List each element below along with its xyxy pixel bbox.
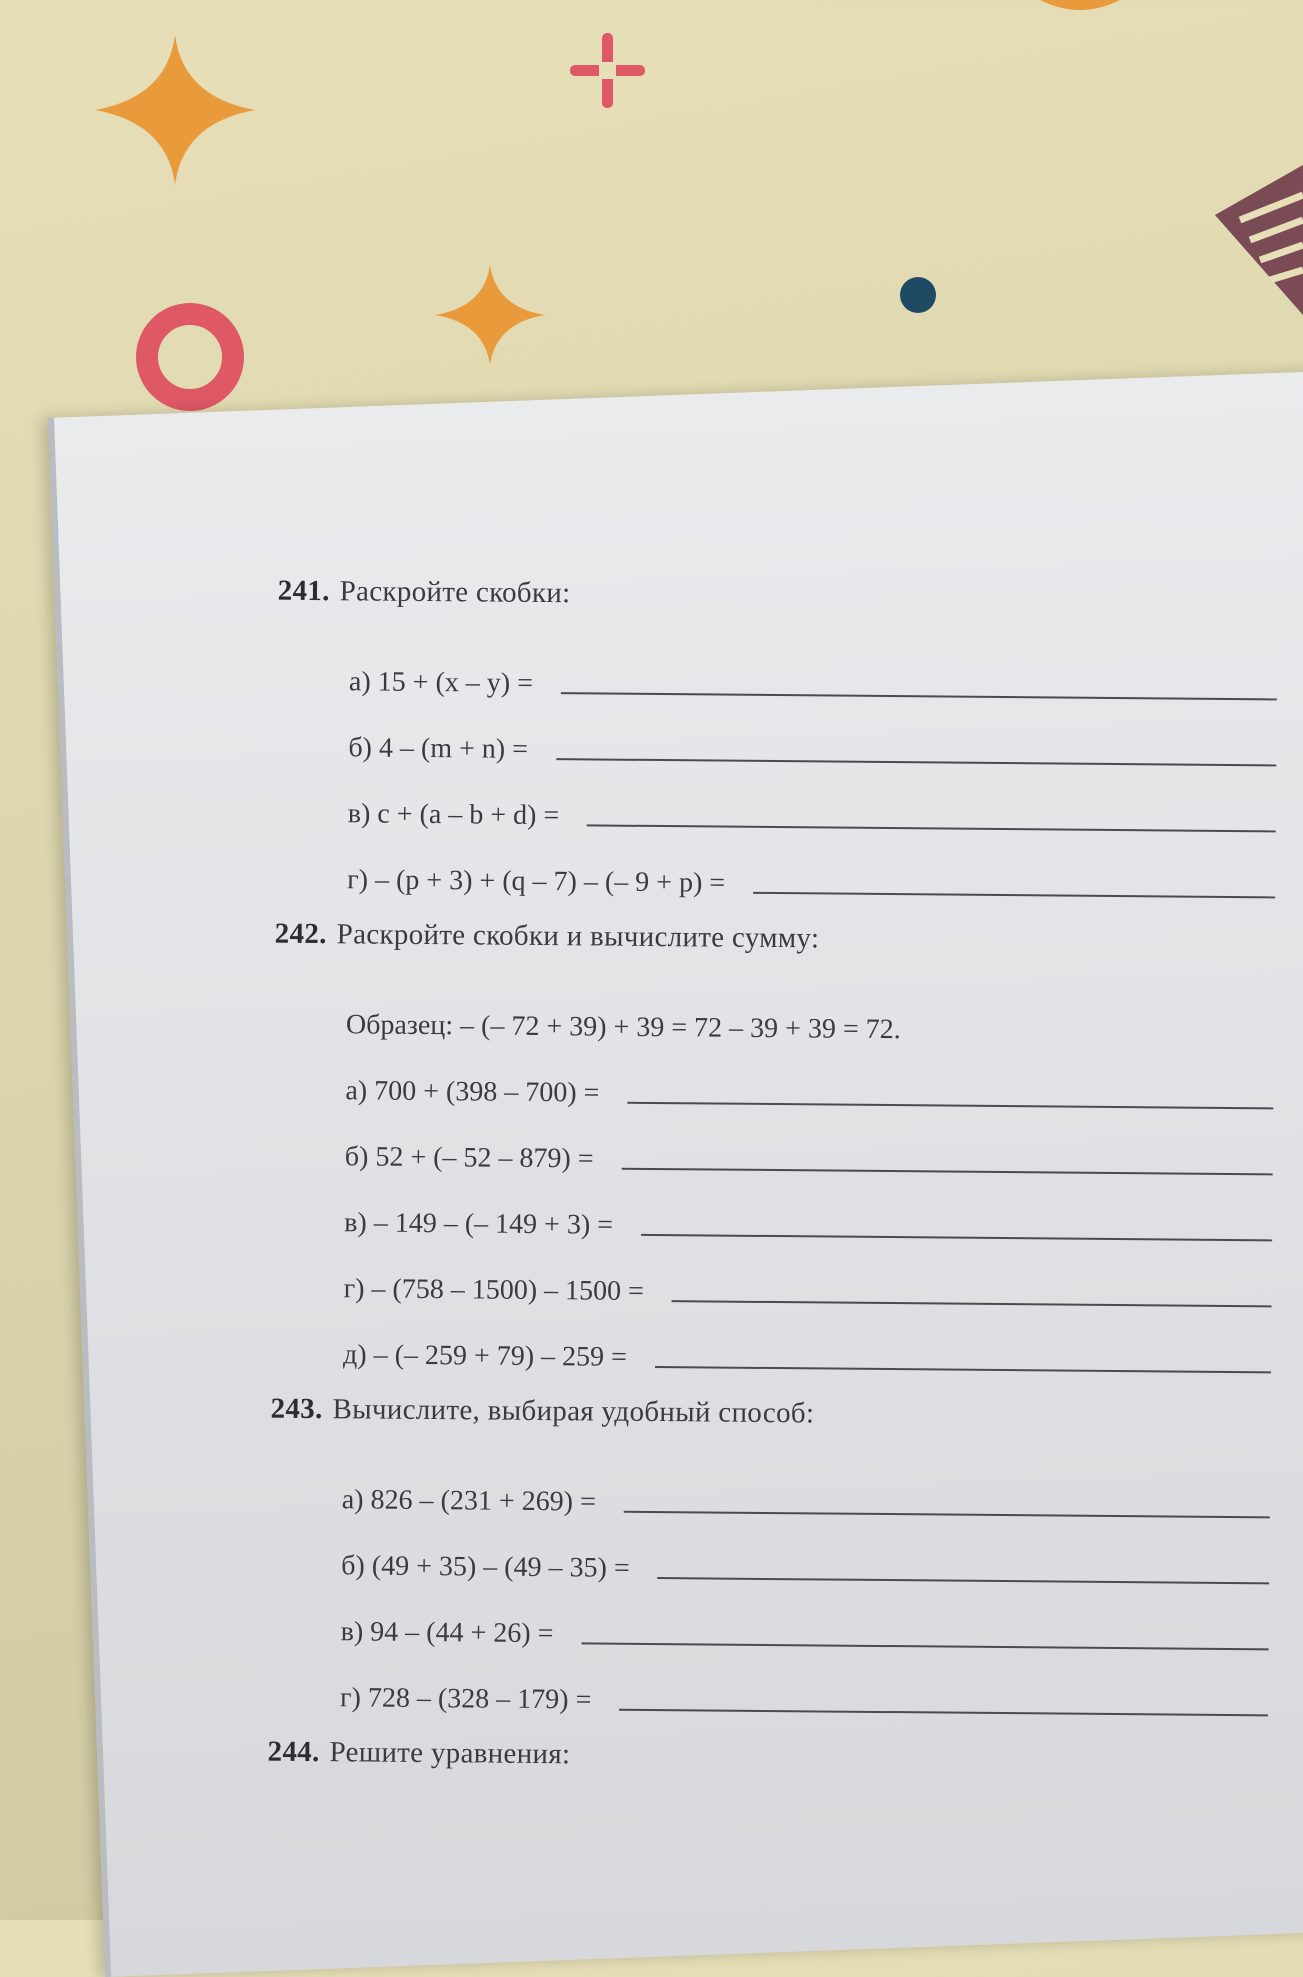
exercise-row: [273, 1107, 1274, 1182]
item-label: г): [343, 1273, 365, 1305]
task-header: [275, 918, 1275, 960]
answer-line[interactable]: [556, 758, 1276, 766]
answer-line[interactable]: [619, 1709, 1268, 1717]
task-number: 241.: [277, 574, 330, 608]
task-title: Решите уравнения:: [329, 1736, 571, 1771]
exercise-row: [277, 632, 1278, 707]
task-number: 242.: [274, 917, 327, 951]
item-label: б): [348, 732, 373, 764]
textbook-page: [48, 371, 1303, 1977]
item-expression: 94 – (44 + 26) =: [370, 1616, 554, 1650]
orange-star-small-icon: [435, 265, 545, 365]
answer-line[interactable]: [561, 692, 1277, 700]
task-number: 244.: [267, 1735, 320, 1769]
item-expression: 728 – (328 – 179) =: [367, 1682, 592, 1716]
task-title: Вычислите, выбирая удобный способ:: [332, 1393, 815, 1430]
item-label: г): [347, 864, 369, 896]
item-label: г): [339, 1682, 362, 1714]
item-label: д): [342, 1339, 367, 1371]
orange-arc-icon: [1040, 0, 1120, 18]
item-expression: 4 – (m + n) =: [378, 732, 529, 765]
exercise-row: [271, 1305, 1272, 1380]
exercise-row: [270, 1450, 1271, 1525]
item-label: б): [344, 1141, 369, 1173]
item-expression: – (– 259 + 79) – 259 =: [373, 1339, 628, 1373]
item-expression: c + (a – b + d) =: [377, 798, 560, 832]
exercise-row: [276, 764, 1277, 839]
pink-ring-icon: [133, 300, 248, 415]
exercise-row: [275, 830, 1276, 905]
exercise-row: [276, 698, 1277, 773]
item-label: в): [340, 1616, 364, 1648]
exercise-row: [269, 1582, 1270, 1657]
task-241: [275, 575, 1278, 905]
item-label: в): [347, 798, 371, 830]
sample-solution: Образец: – (– 72 + 39) + 39 = 72 – 39 + 39 = 72.: [345, 1009, 901, 1046]
task-243: [268, 1393, 1271, 1723]
answer-line[interactable]: [587, 824, 1276, 832]
task-header: [267, 1736, 1267, 1778]
exercise-row: [272, 1173, 1273, 1248]
exercise-row: [272, 1239, 1273, 1314]
item-expression: 52 + (– 52 – 879) =: [375, 1141, 594, 1175]
answer-line[interactable]: [672, 1300, 1272, 1307]
navy-dot-icon: [898, 275, 938, 315]
answer-line[interactable]: [641, 1234, 1272, 1242]
answer-line[interactable]: [658, 1577, 1270, 1584]
item-expression: – (p + 3) + (q – 7) – (– 9 + p) =: [374, 864, 726, 899]
exercise-row: [268, 1648, 1269, 1723]
striped-shape-icon: [1215, 165, 1303, 315]
orange-star-large-icon: [95, 35, 255, 185]
item-expression: 700 + (398 – 700) =: [374, 1075, 600, 1109]
item-label: в): [344, 1207, 367, 1239]
task-title: Раскройте скобки и вычислите сумму:: [336, 918, 820, 955]
exercise-row: [269, 1516, 1270, 1591]
answer-line[interactable]: [655, 1366, 1271, 1373]
task-title: Раскройте скобки:: [339, 575, 571, 610]
task-header: [270, 1393, 1270, 1435]
item-expression: (49 + 35) – (49 – 35) =: [371, 1550, 630, 1584]
task-244: [267, 1736, 1267, 1778]
item-expression: – 149 – (– 149 + 3) =: [373, 1207, 614, 1241]
answer-line[interactable]: [581, 1642, 1268, 1650]
item-expression: – (758 – 1500) – 1500 =: [371, 1273, 645, 1307]
item-expression: 15 + (x – y) =: [377, 666, 534, 699]
answer-line[interactable]: [624, 1511, 1270, 1519]
answer-line[interactable]: [622, 1168, 1273, 1176]
answer-line[interactable]: [627, 1102, 1273, 1110]
item-label: а): [345, 1075, 368, 1107]
exercise-row: [273, 1041, 1274, 1116]
task-number: 243.: [270, 1392, 323, 1426]
item-label: а): [348, 666, 371, 698]
item-label: б): [341, 1550, 365, 1582]
task-242: [271, 918, 1275, 1380]
item-label: а): [341, 1484, 364, 1516]
page-content: [267, 575, 1278, 1802]
task-header: [278, 575, 1278, 617]
answer-line[interactable]: [753, 892, 1275, 899]
pink-cross-icon: [565, 28, 650, 113]
item-expression: 826 – (231 + 269) =: [370, 1484, 596, 1518]
